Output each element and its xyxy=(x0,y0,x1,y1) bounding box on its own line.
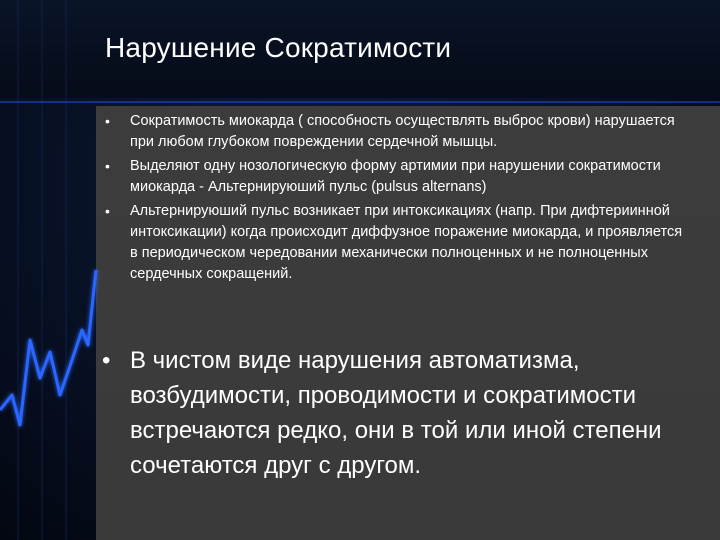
bullet-text: Выделяют одну нозологическую форму артимии при нарушении сократимости миокарда - Альтернируюший пульс (pulsus alternans) xyxy=(130,158,661,195)
bullet-icon: • xyxy=(105,203,110,219)
bullet-icon: • xyxy=(102,347,111,374)
slide-title: Нарушение Сократимости xyxy=(105,32,452,63)
bullet-text: Альтернируюший пульс возникает при интоксикациях (напр. При дифтериинной интоксикации) когда происходит диффузное поражение миокарда, и проявляется в периодическом чередовании механически полноценных и не полноценных сердечных сокращений. xyxy=(130,203,683,282)
bullet-icon: • xyxy=(105,158,110,174)
list-item xyxy=(100,156,690,198)
bullet-text: В чистом виде нарушения автоматизма, возбудимости, проводимости и сократимости встречаются редко, они в той или иной степени сочетаются друг с другом. xyxy=(130,347,662,479)
bullet-icon: • xyxy=(105,113,110,129)
list-item xyxy=(100,343,710,483)
summary-bullet-list xyxy=(100,343,710,483)
list-item xyxy=(100,201,690,285)
detail-bullet-list xyxy=(100,111,690,285)
list-item xyxy=(100,111,690,153)
bullet-text: Сократимость миокарда ( способность осуществлять выброс крови) нарушается при любом глубоком повреждении сердечной мышцы. xyxy=(130,113,675,150)
